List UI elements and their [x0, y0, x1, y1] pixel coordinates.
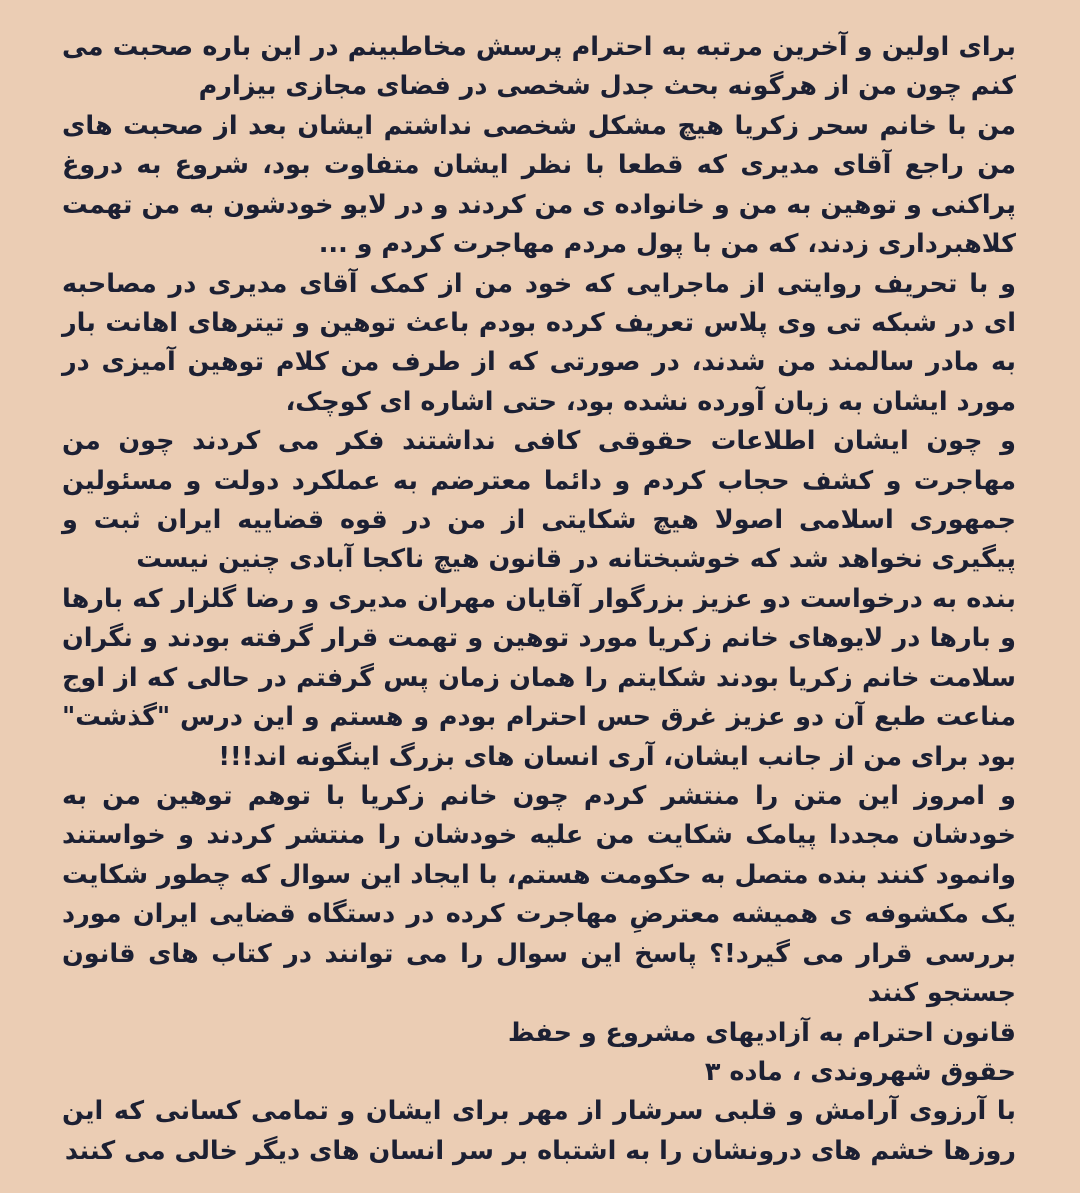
paragraph-reason-for-publishing: و امروز این متن را منتشر کردم چون خانم زکریا با توهم توهین من به خودشان مجددا پیامک شکایت من علیه خودشان را منتشر کردند و خواستند وانمود کنند بنده متصل به حکومت هستم، با ایجاد این سوال که چطور شکایت یک مکشوفه ی همیشه معترضِ مهاجرت کرده در دستگاه قضایی ایران مورد بررسی قرار می گیرد!؟ پاسخ این سوال را می توانند در کتاب های قانون جستجو کنند [62, 781, 1016, 1009]
paragraph-legal-knowledge: و چون ایشان اطلاعات حقوقی کافی نداشتند فکر می کردند چون من مهاجرت و کشف حجاب کردم و دائما معترضم به عملکرد دولت و مسئولین جمهوری اسلامی اصولا هیچ شکایتی از من در قوه قضاییه ایران ثبت و پیگیری نخواهد شد که خوشبختانه در قانون هیچ ناکجا آبادی چنین نیست [62, 426, 1016, 575]
paragraph-closing-wish: با آرزوی آرامش و قلبی سرشار از مهر برای ایشان و تمامی کسانی که این روزها خشم های درونشان را به اشتباه بر سر انسان های دیگر خالی می کنند [62, 1096, 1016, 1166]
paragraph-withdrawn-complaint: بنده به درخواست دو عزیز بزرگوار آقایان مهران مدیری و رضا گلزار که بارها و بارها در لایوهای خانم زکریا مورد توهین و تهمت قرار گرفته بودند و نگران سلامت خانم زکریا بودند شکایتم را همان زمان پس گرفتم در حالی که از اوج مناعت طبع آن دو عزیز غرق حس احترام بودم و هستم و این درس "گذشت" بود برای من از جانب ایشان، آری انسان های بزرگ اینگونه اند!!! [62, 583, 1016, 772]
paragraph-no-personal-conflict: من با خانم سحر زکریا هیچ مشکل شخصی نداشتم ایشان بعد از صحبت های من راجع آقای مدیری که قطعا با نظر ایشان متفاوت بود، شروع به دروغ پراکنی و توهین به من و خانواده ی من کردند و در لایو خودشون به من تهمت کلاهبرداری زدند، که من با پول مردم مهاجرت کردم و ... [62, 110, 1016, 260]
paragraph-law-article: حقوق شهروندی ، ماده ۳ [704, 1056, 1016, 1087]
paragraph-law-title: قانون احترام به آزادیهای مشروع و حفظ [507, 1017, 1016, 1048]
paragraph-distorted-narrative: و با تحریف روایتی از ماجرایی که خود من از کمک آقای مدیری در مصاحبه ای در شبکه تی وی پلاس تعریف کرده بودم باعث توهین و تیترهای اهانت بار به مادر سالمند من شدند، در صورتی که از طرف من کلام توهین آمیزی در مورد ایشان به زبان آورده نشده بود، حتی اشاره ای کوچک، [62, 268, 1016, 417]
paragraph-intro: برای اولین و آخرین مرتبه به احترام پرسش مخاطبینم در این باره صحبت می کنم چون من از هرگونه بحث جدل شخصی در فضای مجازی بیزارم [62, 32, 1016, 102]
